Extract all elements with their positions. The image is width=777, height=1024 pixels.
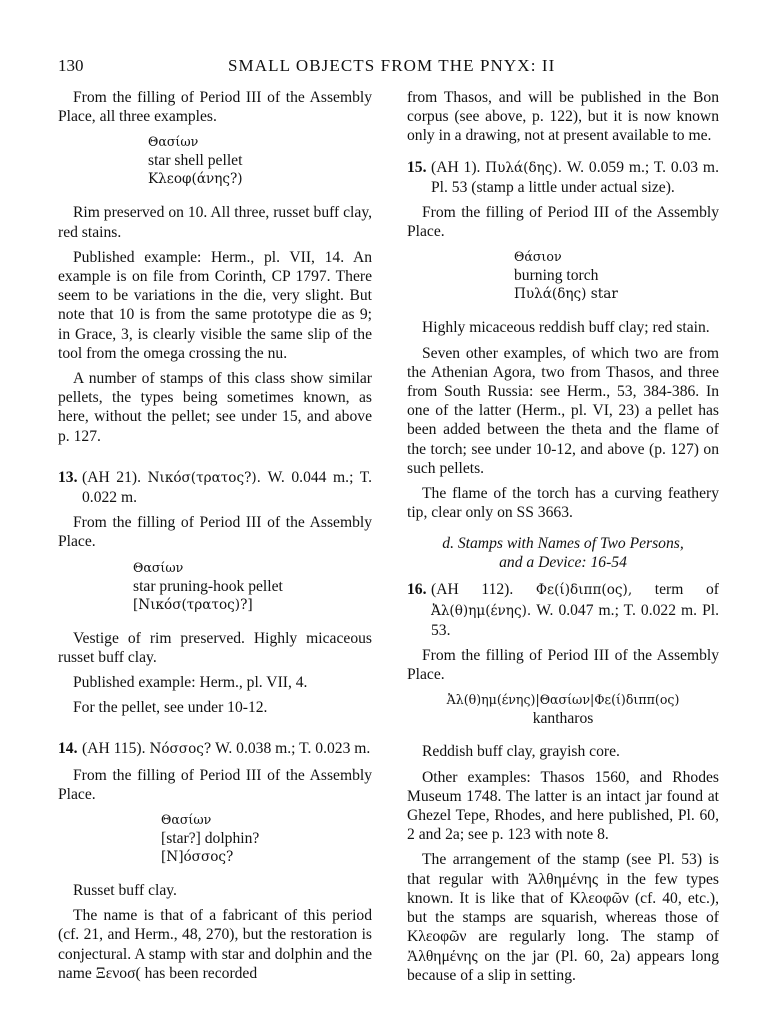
paragraph-pellets: A number of stamps of this class show similar pellets, the types being sometimes known, as here, without the pellet; see under 15, and above p. 127. <box>58 370 372 445</box>
stamp-line: Κλεοφ(άνης?) <box>148 171 243 188</box>
findspot-paragraph: From the filling of Period III of the Assembly Place. <box>58 766 372 803</box>
stamp-line: kantharos <box>532 710 594 728</box>
page-number: 130 <box>58 56 84 75</box>
dimensions: W. 0.047 m.; T. 0.022 m. Pl. 53. <box>431 601 719 639</box>
paragraph: Published example: Herm., pl. VII, 4. <box>73 674 308 692</box>
paragraph: Highly micaceous reddish buff clay; red stain. <box>422 319 710 337</box>
paragraph-published: Published example: Herm., pl. VII, 14. An example is on file from Corinth, CP 1797. There seem to be variations in the die, very slight. But note that 10 is from the same prototype die as 9; in Grace, 3, is clearly visible the same slip of the tool from the omega crossing the nu. <box>58 248 372 362</box>
findspot-paragraph: From the filling of Period III of the Assembly Place. <box>407 204 719 241</box>
stamp-line: star pruning-hook pellet <box>133 577 283 595</box>
dimensions: W. 0.038 m.; T. 0.023 m. <box>215 740 371 758</box>
catalogue-entry-13 <box>58 468 372 718</box>
entry-number: 13. <box>58 468 78 486</box>
stamp-transcription <box>407 247 719 304</box>
entry-heading <box>407 580 719 640</box>
intro-paragraph: From the filling of Period III of the Assembly Place, all three examples. <box>58 89 372 126</box>
paragraph: Vestige of rim preserved. Highly micaceous russet buff clay. <box>58 629 372 666</box>
inventory-number: (AH 21). <box>82 468 141 486</box>
stamp-line: burning torch <box>514 267 599 285</box>
stamp-line: star shell pellet <box>148 152 243 170</box>
stamp-line: Ἀλ(θ)ημ(ένης)|Θασίων|Φε(ί)διππ(ος) <box>446 692 680 708</box>
greek-name: Νικόσ(τρατος?). <box>147 469 262 486</box>
stamp-line: [Ν]όσσος? <box>161 849 234 866</box>
stamp-transcription <box>58 810 372 867</box>
paragraph: The name is that of a fabricant of this period (cf. 21, and Herm., 48, 270), but the restoration is conjectural. A stamp with star and dolphin and the name Ξενοσ( has been recorded <box>58 907 372 982</box>
dimensions: W. 0.059 m.; T. 0.03 m. Pl. 53 (stamp a little under actual size). <box>431 158 719 196</box>
dimensions: W. 0.044 m.; T. 0.022 m. <box>82 468 372 507</box>
findspot-paragraph: From the filling of Period III of the Assembly Place. <box>407 647 719 684</box>
catalogue-entry-14 <box>58 739 372 983</box>
entry-heading <box>58 739 372 759</box>
greek-name: Νόσσος? <box>149 741 212 758</box>
stamp-line: Θάσιον <box>514 249 562 265</box>
greek-name: Φε(ί)διππ(ος), <box>535 582 633 599</box>
left-column <box>58 88 372 989</box>
paragraph: Russet buff clay. <box>73 882 177 900</box>
section-heading-line: d. Stamps with Names of Two Persons, <box>442 535 684 553</box>
paragraph: Other examples: Thasos 1560, and Rhodes Museum 1748. The latter is an intact jar found at Ghezel Tepe, Rhodes, and here published, Pl. 60, 2 and 2a; see p. 123 with note 8. <box>407 768 719 844</box>
paragraph: For the pellet, see under 10-12. <box>73 699 268 717</box>
right-column <box>407 88 719 991</box>
paragraph: Seven other examples, of which two are from the Athenian Agora, two from Thasos, and three from South Russia: see Herm., 53, 384-386. In one of the latter (Herm., pl. VI, 23) a pellet has been added between the theta and the flame of the torch; see under 10-12, and above (p. 127) on such pellets. <box>407 344 719 477</box>
stamp-line: Θασίων <box>161 812 212 828</box>
page-header <box>58 56 721 80</box>
stamp-line: Πυλά(δης) star <box>514 286 618 303</box>
stamp-line: [star?] dolphin? <box>161 830 260 848</box>
inventory-number: (AH 115). <box>82 740 146 758</box>
catalogue-entry-15 <box>407 158 719 523</box>
stamp-transcription <box>58 558 372 615</box>
section-heading-line: and a Device: 16-54 <box>499 554 627 572</box>
stamp-transcription <box>58 132 372 189</box>
section-heading <box>407 534 719 572</box>
greek-name: Πυλά(δης). <box>485 159 563 176</box>
entry-number: 16. <box>407 581 427 599</box>
inventory-number: (AH 112). <box>431 581 514 599</box>
greek-name: Ἀλ(θ)ημ(ένης). <box>431 602 532 619</box>
stamp-line: Θασίων <box>148 134 199 150</box>
entry-number: 15. <box>407 158 427 176</box>
paragraph-rim: Rim preserved on 10. All three, russet buff clay, red stains. <box>58 204 372 241</box>
catalogue-entry-16 <box>407 580 719 984</box>
findspot-paragraph: From the filling of Period III of the Assembly Place. <box>58 514 372 551</box>
inventory-number: (AH 1). <box>431 158 481 176</box>
entry-number: 14. <box>58 740 78 758</box>
stamp-line: Θασίων <box>133 559 184 575</box>
entry-heading <box>58 468 372 507</box>
continued-paragraph: from Thasos, and will be published in the Bon corpus (see above, p. 122), but it is now known only in a drawing, not at present available to me. <box>407 89 719 145</box>
running-title: SMALL OBJECTS FROM THE PNYX: II <box>228 56 556 75</box>
paragraph: The flame of the torch has a curving feathery tip, clear only on SS 3663. <box>407 485 719 522</box>
stamp-line: [Νικόσ(τρατος)?] <box>133 596 253 613</box>
stamp-transcription <box>407 690 719 728</box>
paragraph: Reddish buff clay, grayish core. <box>422 743 620 761</box>
term-of: term of <box>654 581 719 599</box>
paragraph: The arrangement of the stamp (see Pl. 53) is that regular with Ἀλθημένης in the few types known. It is like that of Κλεοφῶν (cf. 40, etc.), but the stamps are squarish, whereas those of Κλεοφῶν are regularly long. The stamp of Ἀλθημένης on the jar (Pl. 60, 2a) appears long because of a slip in setting. <box>407 851 719 984</box>
entry-heading <box>407 158 719 197</box>
